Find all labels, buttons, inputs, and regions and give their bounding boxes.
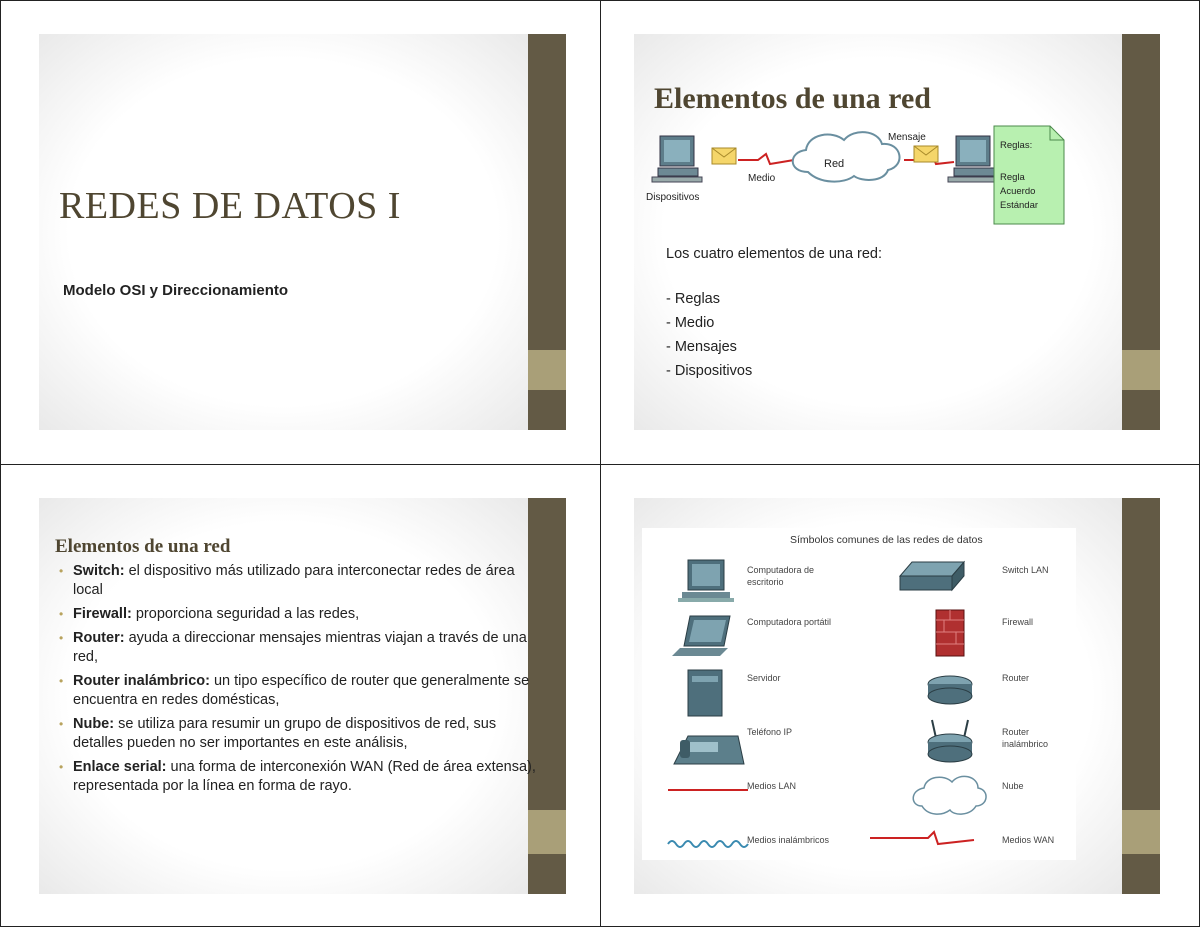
symbol-label: Medios WAN <box>1002 835 1055 845</box>
definitions-list <box>57 562 547 801</box>
symbol-label: Router inalámbrico <box>1002 727 1049 749</box>
rules-item: Regla <box>1000 172 1025 183</box>
symbol-label: Servidor <box>747 673 781 683</box>
symbol-label: Firewall <box>1002 617 1034 627</box>
serial-link-left <box>738 154 794 164</box>
symbol-label: Medios LAN <box>747 781 797 791</box>
slide-1 <box>39 34 566 430</box>
list-item: • Enlace serial: una forma de interconexión WAN (Red de área extensa), representada por la línea en forma de rayo. <box>59 759 536 794</box>
symbol-label: Medios inalámbricos <box>747 835 830 845</box>
firewall-icon <box>936 610 964 656</box>
cloud-icon <box>913 776 986 814</box>
slide-title: REDES DE DATOS I <box>59 185 401 227</box>
list-item: • Switch: el dispositivo más utilizado para interconectar redes de área local <box>59 563 515 598</box>
list-item: • Firewall: proporciona seguridad a las redes, <box>59 606 360 622</box>
ip-phone-icon <box>674 736 744 764</box>
rules-item: Acuerdo <box>1000 186 1036 197</box>
list-item: • Router: ayuda a direccionar mensajes mientras viajan a través de una red, <box>59 630 527 665</box>
symbol-label: Computadora de escritorio <box>747 565 815 587</box>
elements-intro: Los cuatro elementos de una red: <box>666 246 883 262</box>
symbol-label: Switch LAN <box>1002 565 1049 575</box>
wireless-media-icon <box>668 841 748 847</box>
element-item: - Dispositivos <box>666 363 753 379</box>
lan-switch-icon <box>900 562 964 590</box>
wireless-router-icon <box>928 720 972 762</box>
network-label: Red <box>824 158 845 170</box>
list-item: • Nube: se utiliza para resumir un grupo de dispositivos de red, sus detalles pueden no ser importantes en este análisis, <box>59 716 497 751</box>
rules-title: Reglas: <box>1000 140 1033 151</box>
message-envelope-icon <box>712 148 736 164</box>
symbol-label: Router <box>1002 673 1030 683</box>
element-item: - Mensajes <box>666 339 737 355</box>
symbol-label: Teléfono IP <box>747 727 793 737</box>
slide-band <box>1122 498 1160 894</box>
slide-title: Elementos de una red <box>55 536 231 557</box>
symbols-left-icons <box>664 554 774 874</box>
slide-subtitle: Modelo OSI y Direccionamiento <box>63 282 289 299</box>
wan-media-icon <box>870 832 974 844</box>
medium-label: Medio <box>748 173 776 184</box>
message-envelope-icon <box>914 146 938 162</box>
network-cloud-icon <box>793 132 900 181</box>
element-item: - Medio <box>666 315 715 331</box>
slide-title: Elementos de una red <box>654 82 931 115</box>
list-item: • Router inalámbrico: un tipo específico de router que generalmente se encuentra en redes domésticas, <box>59 673 530 708</box>
slide-2 <box>634 34 1160 430</box>
slide-band <box>1122 34 1160 430</box>
laptop-icon <box>672 616 730 656</box>
symbols-right-icons <box>870 554 1000 874</box>
desktop-computer-icon <box>652 136 702 182</box>
desktop-computer-icon <box>948 136 998 182</box>
message-label: Mensaje <box>888 132 926 143</box>
slide-3 <box>39 498 566 894</box>
symbol-label: Nube <box>1002 781 1024 791</box>
desktop-computer-icon <box>678 560 734 602</box>
slide-band <box>528 34 566 430</box>
slide-4 <box>634 498 1160 894</box>
devices-label: Dispositivos <box>646 192 700 203</box>
server-icon <box>688 670 722 716</box>
element-item: - Reglas <box>666 291 720 307</box>
symbol-label: Computadora portátil <box>747 617 832 627</box>
rules-item: Estándar <box>1000 200 1039 211</box>
router-icon <box>928 676 972 704</box>
symbols-title: Símbolos comunes de las redes de datos <box>790 534 983 546</box>
